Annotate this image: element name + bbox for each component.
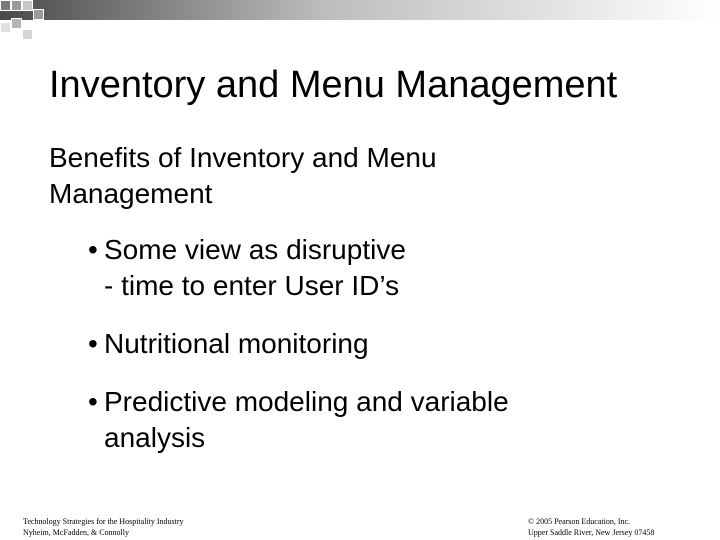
bullet-text: Predictive modeling and variable xyxy=(104,386,509,417)
decor-square xyxy=(33,9,44,20)
slide-title: Inventory and Menu Management xyxy=(49,64,618,106)
decor-square xyxy=(22,29,33,40)
footer-left xyxy=(23,516,184,538)
bullet-item xyxy=(88,326,648,362)
bullet-marker: • xyxy=(88,234,98,265)
decor-square xyxy=(0,22,11,33)
decor-square xyxy=(0,0,11,11)
decor-square xyxy=(11,18,22,29)
footer-right xyxy=(528,516,654,538)
bullet-marker: • xyxy=(88,386,98,417)
bullet-text: Some view as disruptive xyxy=(104,234,406,265)
bullet-list xyxy=(88,232,648,456)
header-gradient-bar xyxy=(0,0,720,48)
header-decoration xyxy=(0,0,720,48)
bullet-text: - time to enter User ID’s xyxy=(104,270,400,301)
bullet-item xyxy=(88,384,648,456)
bullet-marker: • xyxy=(88,328,98,359)
bullet-text: Nutritional monitoring xyxy=(104,328,369,359)
footer-address: Upper Saddle River, New Jersey 07458 xyxy=(528,528,655,537)
footer-copyright: © 2005 Pearson Education, Inc. xyxy=(528,517,631,526)
footer-book-title: Technology Strategies for the Hospitality Industry xyxy=(23,517,184,526)
decor-square xyxy=(11,0,22,11)
slide-subtitle: Benefits of Inventory and Menu Management xyxy=(49,142,437,209)
decor-square xyxy=(22,0,33,11)
footer-authors: Nyheim, McFadden, & Connolly xyxy=(23,528,129,537)
bullet-text: analysis xyxy=(104,422,206,453)
bullet-item xyxy=(88,232,648,304)
